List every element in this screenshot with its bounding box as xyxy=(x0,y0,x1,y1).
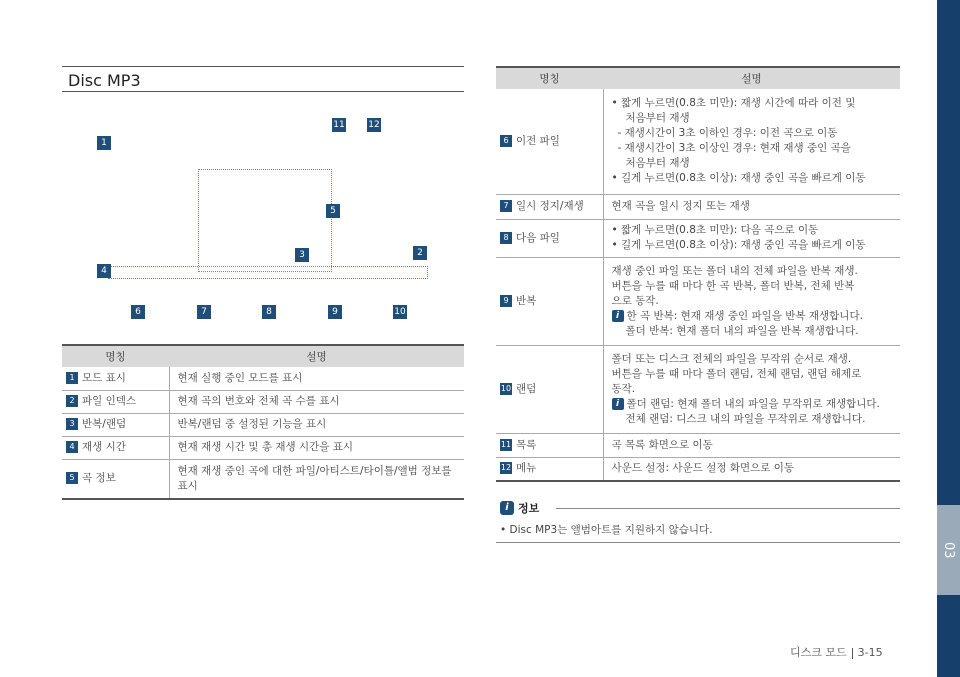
col-header-desc: 설명 xyxy=(169,345,464,367)
item-number: 2 xyxy=(66,395,78,407)
item-desc: 현재 재생 중인 곡에 대한 파일/아티스트/타이틀/앨범 정보를 표시 xyxy=(169,459,464,499)
item-number: 11 xyxy=(500,439,512,449)
playback-time-bar xyxy=(108,266,428,279)
label-5: 5 xyxy=(326,204,340,218)
desc-line: • 길게 누르면(0.8초 이상): 재생 중인 곡을 빠르게 이동 xyxy=(611,239,866,251)
item-name: 파일 인덱스 xyxy=(82,395,137,407)
item-desc: 사운드 설정: 사운드 설정 화면으로 이동 xyxy=(603,457,900,481)
item-name: 모드 표시 xyxy=(82,371,126,384)
divider xyxy=(852,648,853,659)
item-desc: 현재 곡을 일시 정지 또는 재생 xyxy=(603,194,900,219)
table-row xyxy=(496,89,900,194)
item-desc: 곡 목록 화면으로 이동 xyxy=(603,433,900,457)
item-number: 4 xyxy=(66,441,78,453)
desc-line: 전체 랜덤: 디스크 내의 파일을 무작위로 재생합니다. xyxy=(625,412,866,425)
item-name: 목록 xyxy=(516,438,537,451)
table-row xyxy=(496,433,900,457)
desc-line: 으로 동작. xyxy=(611,294,659,307)
desc-line: • 길게 누르면(0.8초 이상): 재생 중인 곡을 빠르게 이동 xyxy=(611,172,866,185)
item-number: 6 xyxy=(500,135,512,147)
info-icon: i xyxy=(612,310,624,322)
footer-section: 디스크 모드 xyxy=(790,646,847,659)
desc-line: 버튼을 누를 때 마다 한 곡 반복, 폴더 반복, 전체 반복 xyxy=(611,279,855,292)
item-number: 7 xyxy=(500,200,512,212)
display-items-table xyxy=(62,344,464,500)
item-desc: 현재 곡의 번호와 전체 곡 수를 표시 xyxy=(169,390,464,413)
desc-line: • 짧게 누르면(0.8초 미만): 재생 시간에 따라 이전 및 xyxy=(611,97,856,110)
info-label: 정보 xyxy=(518,502,540,515)
divider xyxy=(556,508,900,509)
label-10: 10 xyxy=(394,307,406,317)
section-title: Disc MP3 xyxy=(62,66,464,92)
item-name: 재생 시간 xyxy=(82,441,126,453)
song-info-area xyxy=(198,169,332,272)
desc-line: 버튼을 누를 때 마다 폴더 랜덤, 전체 랜덤, 랜덤 해제로 xyxy=(611,367,862,380)
info-icon: i xyxy=(612,398,624,410)
chapter-number: 03 xyxy=(941,541,956,559)
table-row xyxy=(496,457,900,481)
table-row xyxy=(496,219,900,257)
item-desc: 현재 재생 시간 및 총 재생 시간을 표시 xyxy=(169,436,464,459)
button-functions-table xyxy=(496,66,900,482)
item-number: 10 xyxy=(500,383,512,393)
info-header xyxy=(496,498,900,518)
col-header-desc: 설명 xyxy=(603,67,900,89)
item-name: 곡 정보 xyxy=(82,472,116,485)
table-row xyxy=(62,459,464,499)
desc-line: 폴더 또는 디스크 전체의 파일을 무작위 순서로 재생. xyxy=(611,352,852,365)
label-12: 12 xyxy=(368,120,380,130)
table-row xyxy=(62,390,464,413)
item-number: 3 xyxy=(66,418,78,430)
page-number: 3-15 xyxy=(857,646,883,659)
label-7: 7 xyxy=(197,305,211,319)
screen-diagram xyxy=(62,100,464,330)
desc-line: 폴더 랜덤: 현재 폴더 내의 파일을 무작위로 재생합니다. xyxy=(626,397,880,410)
item-desc: 현재 실행 중인 모드를 표시 xyxy=(169,367,464,390)
table-row xyxy=(62,367,464,390)
label-8: 8 xyxy=(262,305,276,319)
item-name: 반복 xyxy=(516,294,537,307)
col-header-name: 명칭 xyxy=(496,67,603,89)
item-name: 일시 정지/재생 xyxy=(516,200,584,212)
item-number: 1 xyxy=(66,372,78,384)
table-row xyxy=(496,194,900,219)
label-4: 4 xyxy=(97,264,111,278)
table-row xyxy=(496,345,900,433)
item-name: 이전 파일 xyxy=(516,134,560,147)
item-name: 다음 파일 xyxy=(516,231,560,244)
table-row xyxy=(62,436,464,459)
desc-line: 폴더 반복: 현재 폴더 내의 파일을 반복 재생합니다. xyxy=(625,324,859,337)
desc-line: - 재생시간이 3초 이상인 경우: 현재 재생 중인 곡을 xyxy=(617,142,851,155)
label-3: 3 xyxy=(295,248,309,262)
item-name: 메뉴 xyxy=(516,462,537,475)
label-11: 11 xyxy=(333,120,345,130)
desc-line: - 재생시간이 3초 이하인 경우: 이전 곡으로 이동 xyxy=(617,127,838,140)
label-9: 9 xyxy=(328,305,342,319)
item-name: 반복/랜덤 xyxy=(82,418,127,430)
item-number: 8 xyxy=(500,232,512,244)
item-desc: 반복/랜덤 중 설정된 기능을 표시 xyxy=(169,413,464,436)
info-icon: i xyxy=(500,501,514,515)
label-2: 2 xyxy=(413,246,427,260)
table-row xyxy=(496,257,900,345)
label-6: 6 xyxy=(131,305,145,319)
desc-line: 동작. xyxy=(611,382,636,395)
desc-line: 재생 중인 파일 또는 폴더 내의 전체 파일을 반복 재생. xyxy=(611,264,858,277)
desc-line: • 짧게 누르면(0.8초 미만): 다음 곡으로 이동 xyxy=(611,224,819,236)
desc-line: 처음부터 재생 xyxy=(625,157,690,170)
divider xyxy=(496,542,900,543)
table-row xyxy=(62,413,464,436)
desc-line: 한 곡 반복: 현재 재생 중인 파일을 반복 재생합니다. xyxy=(626,309,863,322)
item-number: 12 xyxy=(500,463,512,473)
item-number: 9 xyxy=(500,295,512,307)
info-text: • Disc MP3는 앨범아트를 지원하지 않습니다. xyxy=(500,524,713,536)
item-name: 랜덤 xyxy=(516,382,537,395)
col-header-name: 명칭 xyxy=(62,345,169,367)
page-footer xyxy=(790,644,883,660)
label-1: 1 xyxy=(97,136,111,150)
item-number: 5 xyxy=(66,472,78,484)
desc-line: 처음부터 재생 xyxy=(625,112,690,125)
